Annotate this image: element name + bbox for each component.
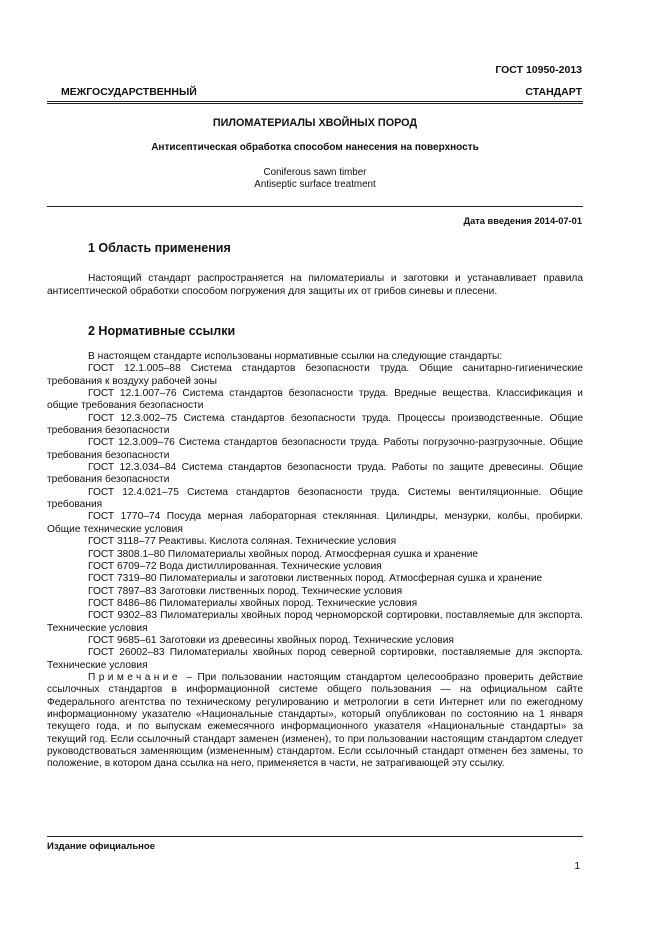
reference-item: ГОСТ 3808.1–80 Пиломатериалы хвойных пород. Атмосферная сушка и хранение bbox=[88, 548, 479, 560]
reference-item: ГОСТ 12.1.007–76 Система стандартов безопасности труда. Вредные вещества. Классификация и общие требования безопасности bbox=[47, 388, 583, 412]
reference-item: ГОСТ 1770–74 Посуда мерная лабораторная стеклянная. Цилиндры, мензурки, колбы, пробирки. Общие технические условия bbox=[47, 511, 583, 535]
reference-item: ГОСТ 26002–83 Пиломатериалы хвойных пород северной сортировки, поставляемые для экспорта. Технические условия bbox=[47, 647, 583, 671]
reference-item: ГОСТ 8486–86 Пиломатериалы хвойных пород. Технические условия bbox=[88, 597, 418, 609]
reference-item: ГОСТ 12.3.034–84 Система стандартов безопасности труда. Работы по защите древесины. Общие требования безопасности bbox=[47, 462, 583, 486]
reference-item: ГОСТ 9302–83 Пиломатериалы хвойных пород черноморской сортировки, поставляемые для экспорта. Технические условия bbox=[47, 610, 583, 634]
reference-item: ГОСТ 12.3.009–76 Система стандартов безопасности труда. Работы погрузочно-разгрузочные. Общие требования безопасности bbox=[47, 437, 583, 461]
note-text: – При пользовании настоящим стандартом целесообразно проверить действие ссылочных стандартов в информационной системе общего пользования — на официальном сайте Федерального агентства по техническому регулированию и метрологии в сети Интернет или по ежегодному информационному указателю «Национальные стандарты», который опубликован по состоянию на 1 января текущего года, и по выпускам ежемесячного информационного указателя «Национальные стандарты» за текущий год. Если ссылочный стандарт заменен (изменен), то при пользовании настоящим стандартом следует руководствоваться заменяющим (измененным) стандартом. Если ссылочный стандарт отменен без замены, то положение, в котором дана ссылка на него, применяется в части, не затрагивающей эту ссылку. bbox=[47, 671, 583, 770]
title-rule bbox=[47, 206, 583, 207]
section-1-heading: 1 Область применения bbox=[88, 241, 231, 255]
footer-rule bbox=[47, 836, 583, 837]
doc-number: ГОСТ 10950-2013 bbox=[495, 64, 582, 76]
official-edition-label: Издание официальное bbox=[47, 841, 155, 852]
introduction-date: Дата введения 2014-07-01 bbox=[463, 216, 582, 226]
reference-item: ГОСТ 12.3.002–75 Система стандартов безопасности труда. Процессы производственные. Общие требования безопасности bbox=[47, 412, 583, 437]
page-number: 1 bbox=[574, 861, 580, 872]
header-rule-bottom bbox=[47, 103, 583, 104]
document-subtitle: Антисептическая обработка способом нанесения на поверхность bbox=[151, 142, 479, 153]
section-2-heading: 2 Нормативные ссылки bbox=[88, 324, 236, 338]
reference-item: ГОСТ 3118–77 Реактивы. Кислота соляная. Технические условия bbox=[88, 536, 397, 548]
note-label: Примечание bbox=[88, 671, 181, 683]
header-rule-top bbox=[47, 101, 583, 102]
english-subtitle: Antiseptic surface treatment bbox=[254, 179, 376, 190]
reference-item: ГОСТ 7319–80 Пиломатериалы и заготовки лиственных пород. Атмосферная сушка и хранение bbox=[88, 573, 543, 585]
references-intro: В настоящем стандарте использованы нормативные ссылки на следующие стандарты: bbox=[88, 351, 503, 362]
normative-references bbox=[47, 351, 583, 771]
section-1-text: Настоящий стандарт распространяется на пиломатериалы и заготовки и устанавливает правила антисептической обработки способом погружения для защиты их от грибов синевы и плесени. bbox=[47, 273, 583, 297]
reference-item: ГОСТ 9685–61 Заготовки из древесины хвойных пород. Технические условия bbox=[88, 634, 454, 646]
reference-item: ГОСТ 12.1.005–88 Система стандартов безопасности труда. Общие санитарно-гигиенические требования к воздуху рабочей зоны bbox=[47, 363, 583, 387]
reference-note bbox=[47, 672, 583, 771]
document-title: ПИЛОМАТЕРИАЛЫ ХВОЙНЫХ ПОРОД bbox=[212, 117, 418, 129]
reference-item: ГОСТ 7897–83 Заготовки лиственных пород. Технические условия bbox=[88, 585, 403, 597]
reference-item: ГОСТ 6709–72 Вода дистиллированная. Технические условия bbox=[88, 560, 382, 572]
english-title: Coniferous sawn timber bbox=[263, 167, 367, 178]
standard-type: МЕЖГОСУДАРСТВЕННЫЙ СТАНДАРТ bbox=[61, 86, 582, 98]
reference-item: ГОСТ 12.4.021–75 Система стандартов безопасности труда. Системы вентиляционные. Общие требования bbox=[47, 486, 583, 511]
